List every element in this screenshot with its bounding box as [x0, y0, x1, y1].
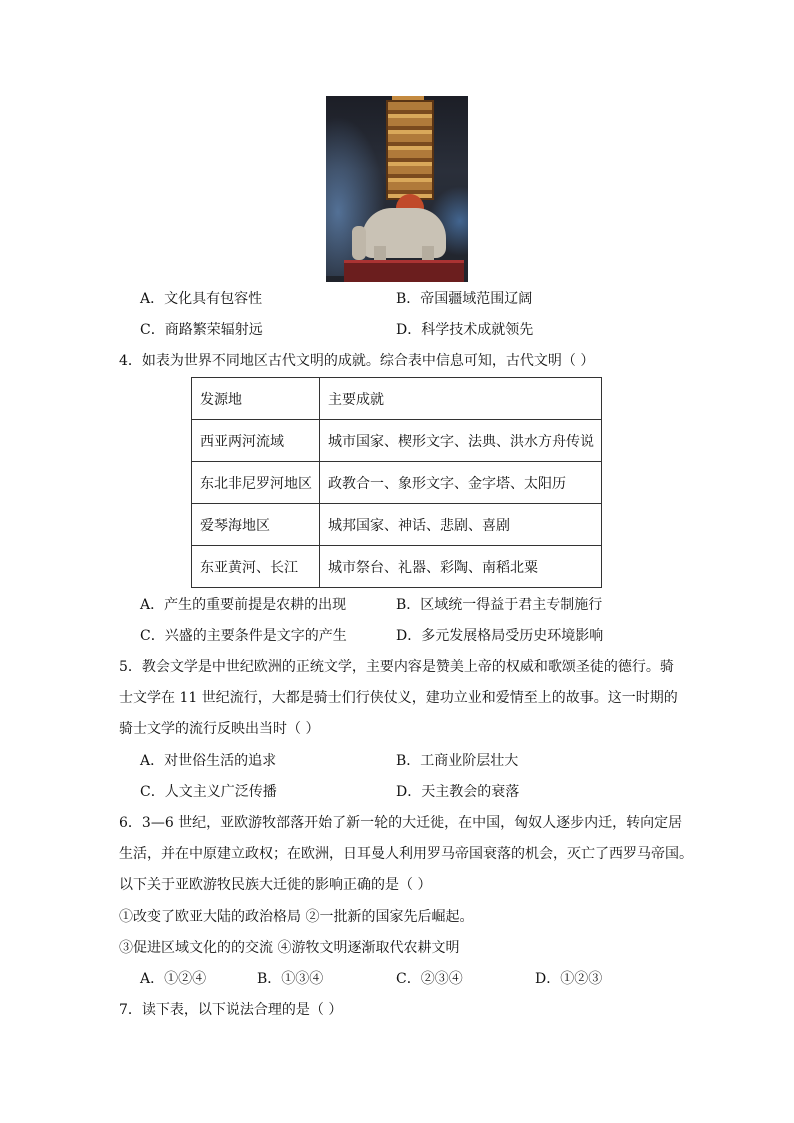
q7-stem: 7．读下表，以下说法合理的是（ ） [119, 1002, 343, 1018]
tower-shape [386, 100, 434, 200]
exhibit-photo [326, 96, 468, 282]
q3-option-c: C．商路繁荣辐射远 [140, 322, 263, 338]
q5-stem-line: 骑士文学的流行反映出当时（ ） [119, 721, 320, 737]
q4-stem: 4．如表为世界不同地区古代文明的成就。综合表中信息可知，古代文明（ ） [119, 353, 595, 369]
q6-option-a: A．①②④ [140, 971, 207, 987]
table-cell: 城邦国家、神话、悲剧、喜剧 [320, 504, 602, 546]
q4-option-b: B．区域统一得益于君主专制施行 [396, 597, 603, 613]
q6-stem-line: 6．3—6 世纪，亚欧游牧部落开始了新一轮的大迁徙，在中国，匈奴人逐步内迁，转向定居 [119, 815, 683, 831]
elephant-trunk-shape [352, 226, 366, 260]
table-row [192, 546, 602, 588]
q5-option-d: D．天主教会的衰落 [396, 784, 520, 800]
q5-option-c: C．人文主义广泛传播 [140, 784, 277, 800]
q6-stem-line: 以下关于亚欧游牧民族大迁徙的影响正确的是（ ） [119, 877, 432, 893]
table-header-row [192, 378, 602, 420]
table-row [192, 462, 602, 504]
q6-option-c: C．②③④ [396, 971, 463, 987]
q6-stem-line: 生活，并在中原建立政权；在欧洲，日耳曼人利用罗马帝国衰落的机会，灭亡了西罗马帝国。 [119, 846, 693, 862]
q3-option-b: B．帝国疆域范围辽阔 [396, 291, 533, 307]
table-cell: 城市祭台、礼器、彩陶、南稻北粟 [320, 546, 602, 588]
q6-option-b: B．①③④ [257, 971, 324, 987]
q4-option-a: A．产生的重要前提是农耕的出现 [140, 597, 347, 613]
table-row [192, 420, 602, 462]
pedestal-shape [344, 260, 464, 282]
q6-statement-line: ③促进区域文化的的交流 ④游牧文明逐渐取代农耕文明 [119, 940, 460, 956]
q6-option-d: D．①②③ [535, 971, 603, 987]
table-cell: 爱琴海地区 [192, 504, 320, 546]
table-header-cell: 发源地 [192, 378, 320, 420]
table-cell: 东亚黄河、长江 [192, 546, 320, 588]
table-cell: 西亚两河流域 [192, 420, 320, 462]
q4-option-c: C．兴盛的主要条件是文字的产生 [140, 628, 347, 644]
table-cell: 政教合一、象形文字、金字塔、太阳历 [320, 462, 602, 504]
q4-option-d: D．多元发展格局受历史环境影响 [396, 628, 604, 644]
q6-statement-line: ①改变了欧亚大陆的政治格局 ②一批新的国家先后崛起。 [119, 909, 474, 925]
table-row [192, 504, 602, 546]
table-header-cell: 主要成就 [320, 378, 602, 420]
table-cell: 东北非尼罗河地区 [192, 462, 320, 504]
q4-table [191, 377, 602, 588]
q5-stem-line: 5．教会文学是中世纪欧洲的正统文学，主要内容是赞美上帝的权威和歌颂圣徒的德行。骑 [119, 659, 674, 675]
q3-option-d: D．科学技术成就领先 [396, 322, 534, 338]
q5-option-a: A．对世俗生活的追求 [140, 753, 277, 769]
q5-option-b: B．工商业阶层壮大 [396, 753, 519, 769]
q3-option-a: A．文化具有包容性 [140, 291, 263, 307]
table-cell: 城市国家、楔形文字、法典、洪水方舟传说 [320, 420, 602, 462]
q5-stem-line: 士文学在 11 世纪流行，大都是骑士们行侠仗义，建功立业和爱情至上的故事。这一时期的 [119, 690, 678, 706]
